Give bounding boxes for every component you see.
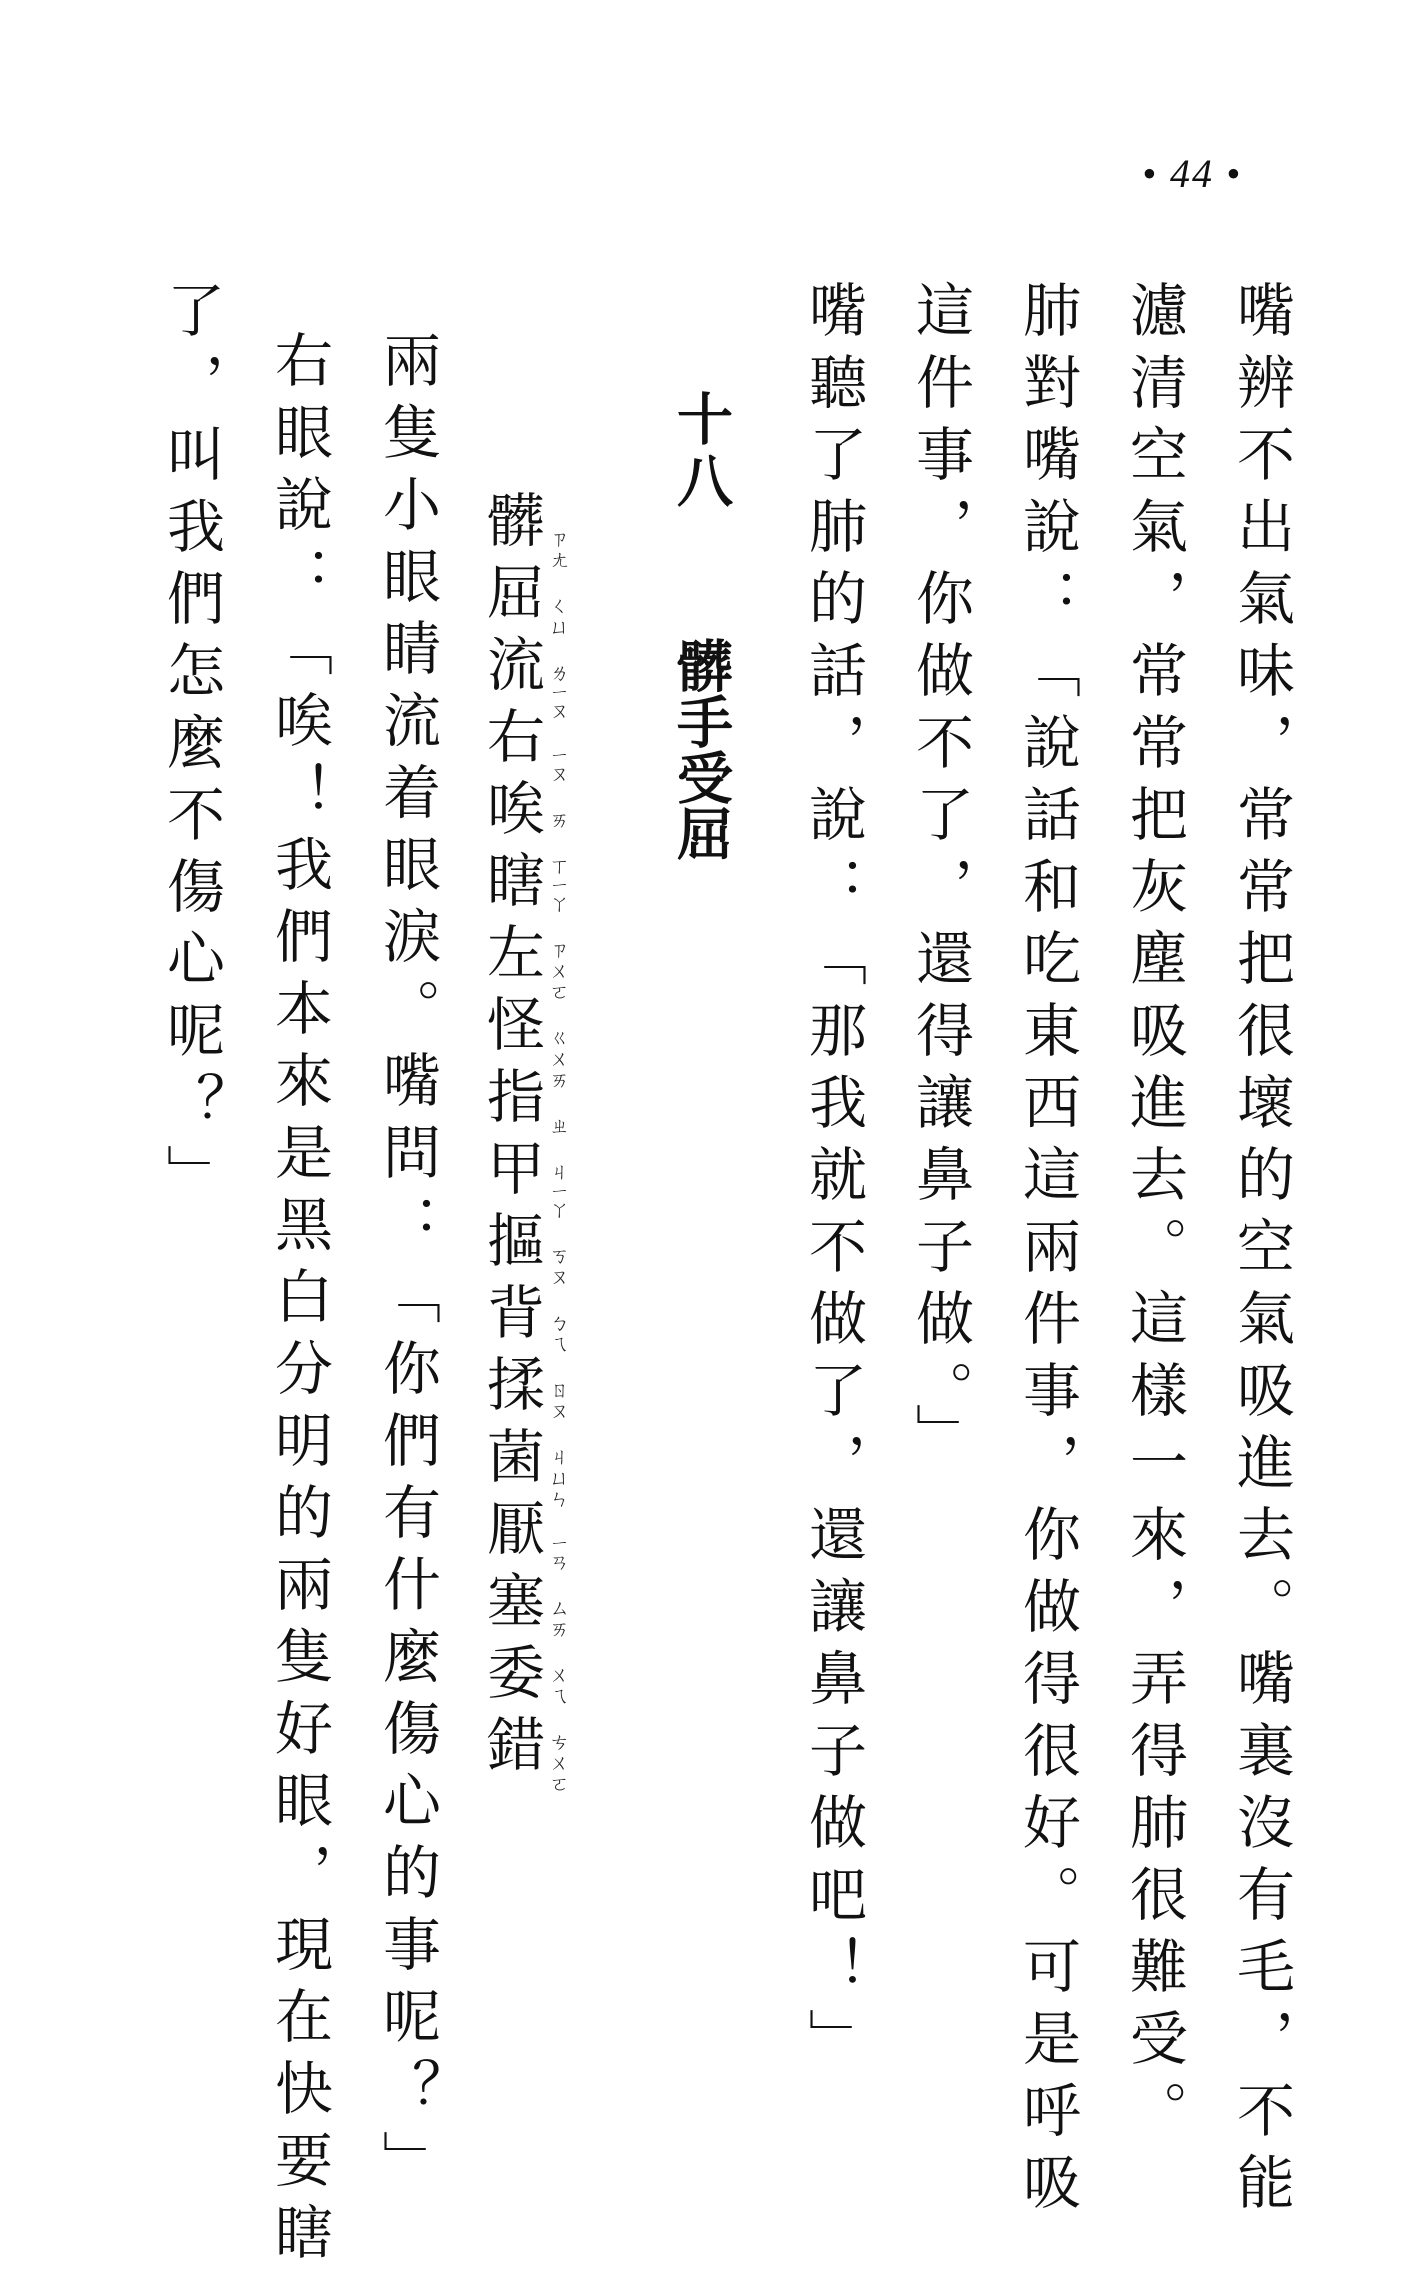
text-column-2: 濾清空氣，常常把灰塵吸進去。這樣一來，弄得肺很難受。	[1120, 280, 1188, 2152]
section-heading	[668, 390, 733, 861]
section-title: 髒手受屈	[668, 637, 733, 861]
text-column-5: 嘴聽了肺的話，說：「那我就不做了，還讓鼻子做吧！」	[799, 280, 867, 2080]
text-column-7: 右眼說：「唉！我們本來是黑白分明的兩隻好眼，現在快要瞎	[265, 330, 333, 2274]
vocabulary-zhuyin: ㄗㄤ ㄑㄩ ㄌㄧㄡ ㄧㄡ ㄞ ㄒㄧㄚ ㄗㄨㄛ ㄍㄨㄞ ㄓ ㄐㄧㄚ ㄎㄡ ㄅㄟ ㄖㄡ ㄐㄩㄣ ㄧㄢ ㄙㄞ ㄨㄟ ㄘㄨㄛ	[546, 528, 570, 1794]
text-column-1: 嘴辨不出氣味，常常把很壞的空氣吸進去。嘴裏沒有毛，不能	[1227, 280, 1295, 2224]
section-number: 十八	[668, 390, 733, 514]
text-column-4: 這件事，你做不了，還得讓鼻子做。」	[906, 280, 974, 1475]
text-column-3: 肺對嘴說：「說話和吃東西這兩件事，你做得很好。可是呼吸	[1013, 280, 1081, 2224]
page-number: • 44 •	[1142, 151, 1243, 196]
vocabulary-column: 髒屈流右唉瞎左怪指甲摳背揉菌厭塞委錯	[477, 490, 545, 1786]
text-column-6: 兩隻小眼睛流着眼淚。嘴問：「你們有什麼傷心的事呢？」	[373, 330, 441, 2202]
text-column-8: 了，叫我們怎麼不傷心呢？」	[157, 280, 225, 1216]
